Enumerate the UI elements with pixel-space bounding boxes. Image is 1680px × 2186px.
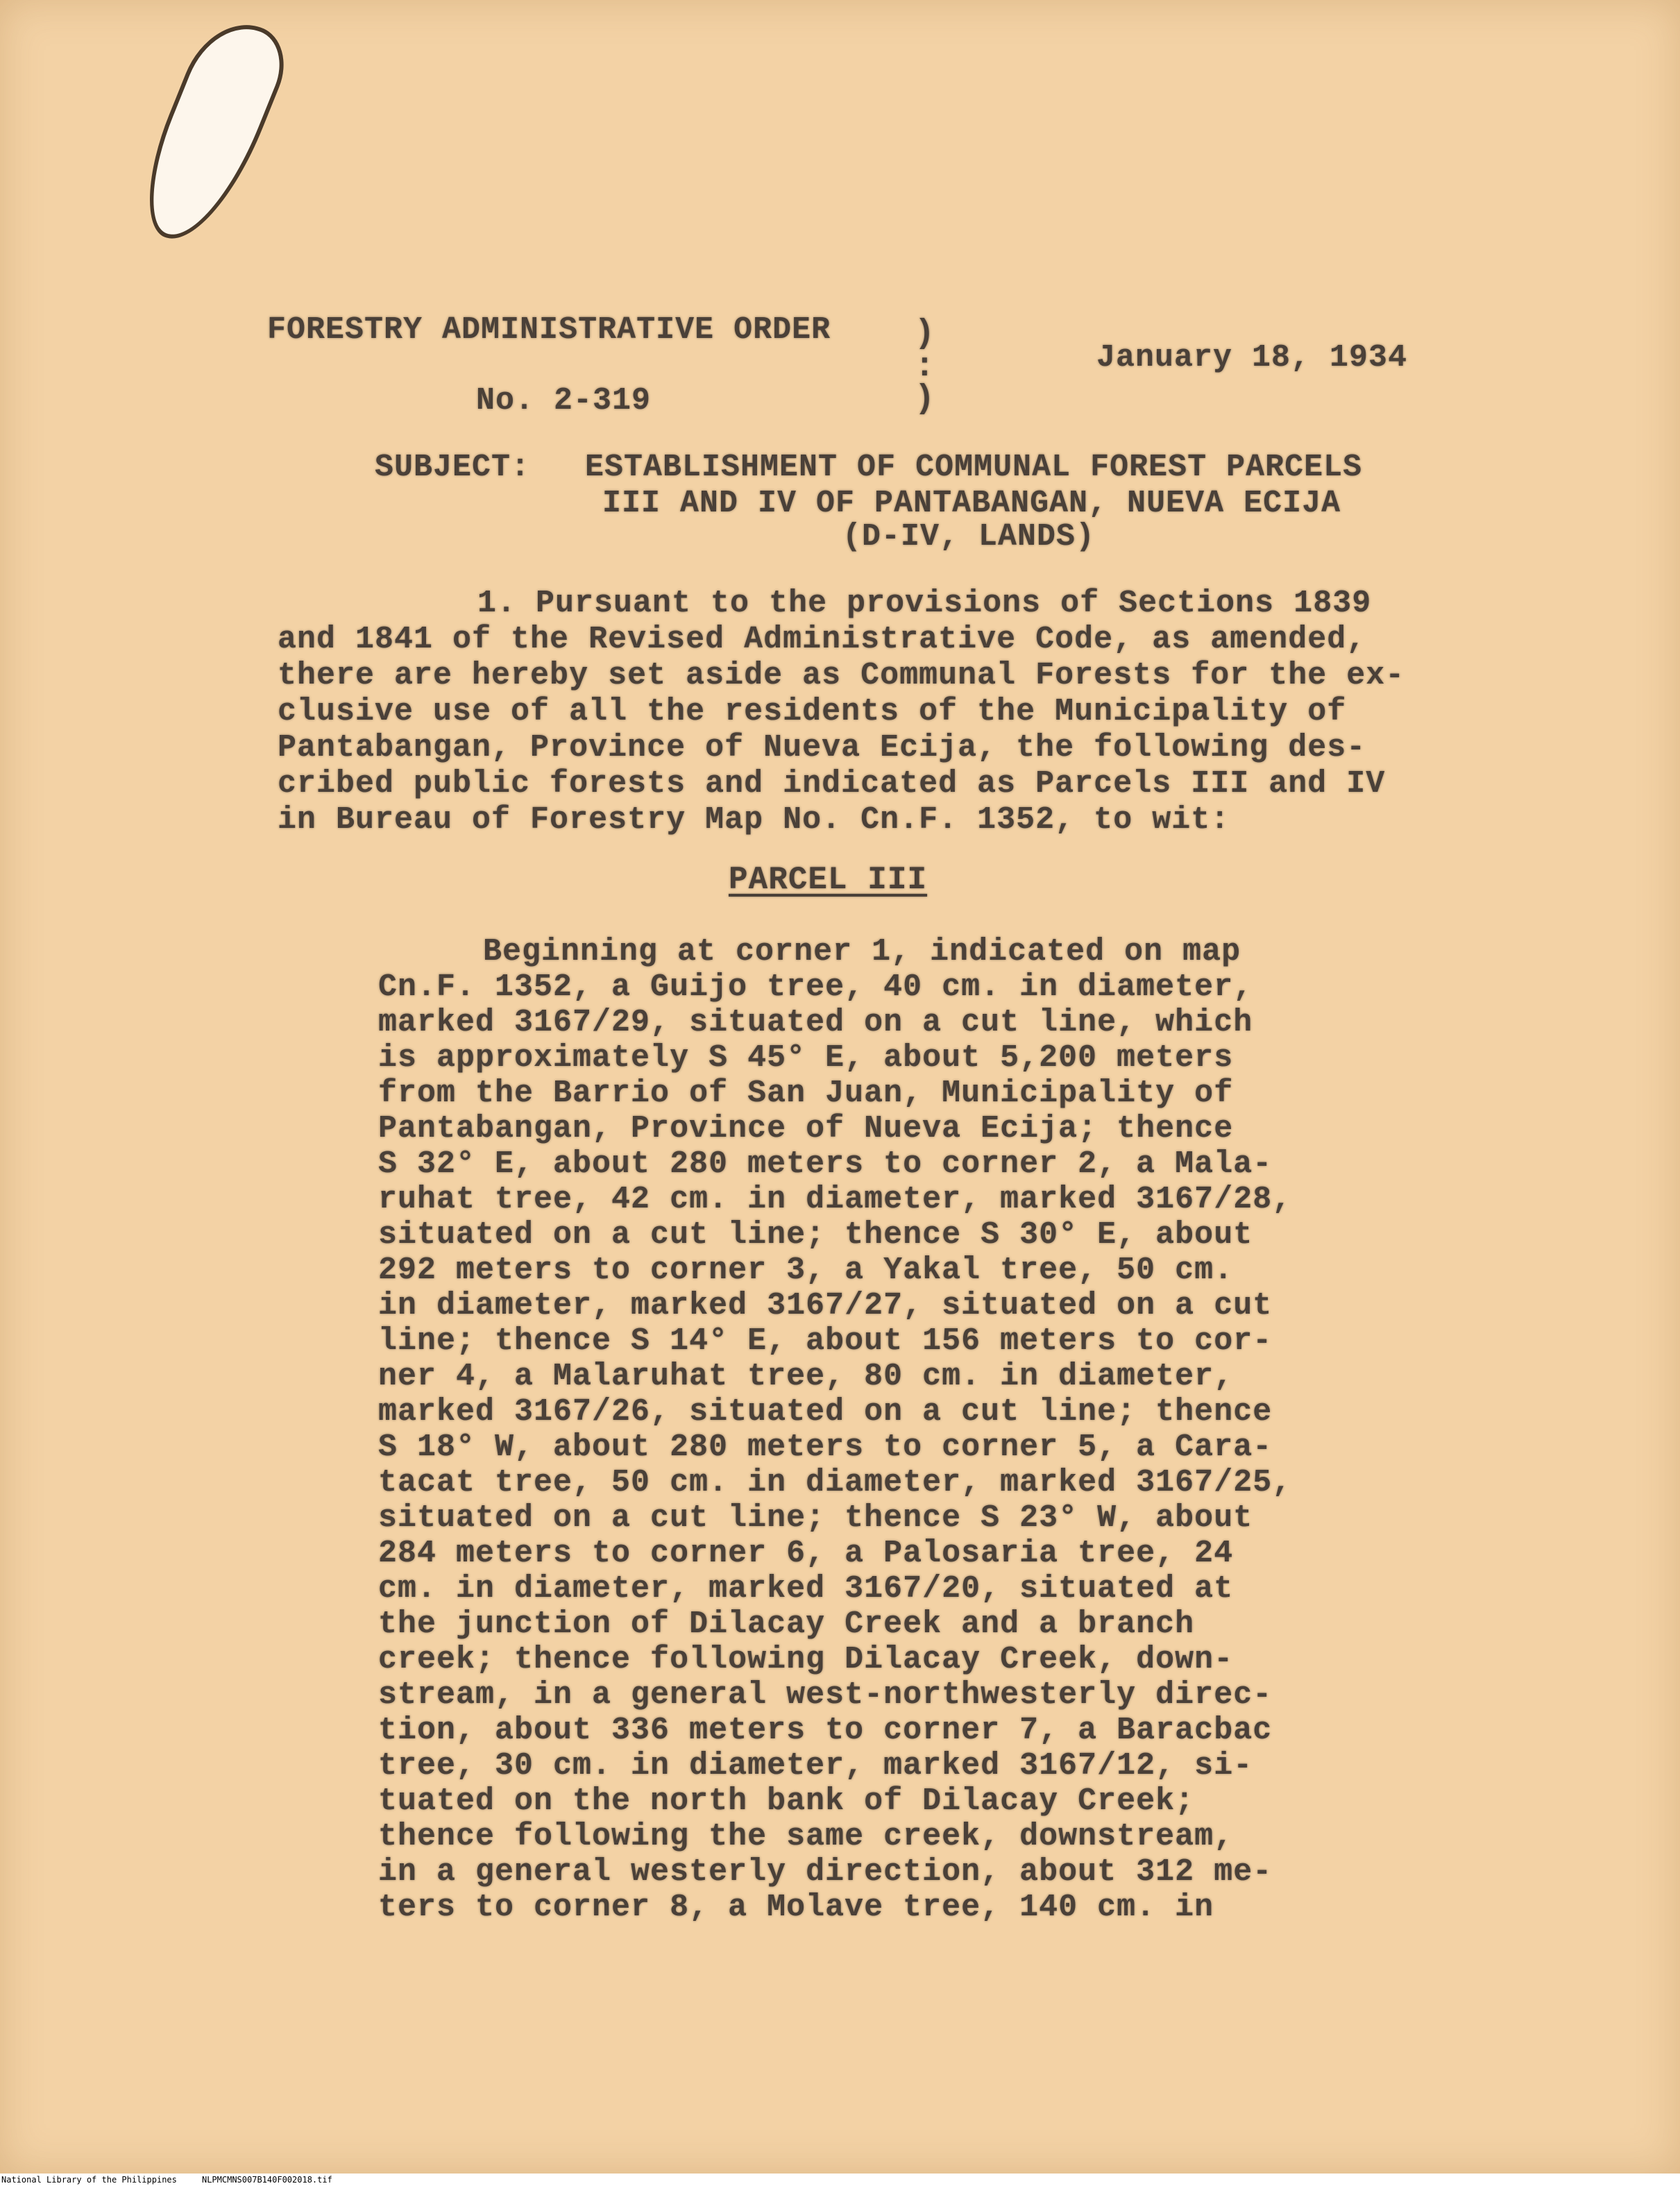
parcel-iii-line: situated on a cut line; thence S 23° W, about [378, 1500, 1253, 1536]
parcel-iii-line: in a general westerly direction, about 312 me- [378, 1854, 1273, 1890]
paragraph-1-line: clusive use of all the residents of the Municipality of [278, 694, 1347, 729]
parcel-iii-line: situated on a cut line; thence S 30° E, about [378, 1217, 1253, 1253]
subject-line-1: ESTABLISHMENT OF COMMUNAL FOREST PARCELS [585, 450, 1363, 485]
paragraph-1-line: there are hereby set aside as Communal Forests for the ex- [278, 658, 1405, 693]
separator-mark-2: : [915, 348, 935, 386]
archive-footer: National Library of the Philippines NLPMCMNS007B140F002018.tif [0, 2174, 1680, 2186]
order-title: FORESTRY ADMINISTRATIVE ORDER [267, 312, 831, 348]
parcel-iii-line: cm. in diameter, marked 3167/20, situated at [378, 1571, 1234, 1607]
parcel-iii-line: Cn.F. 1352, a Guijo tree, 40 cm. in diameter, [378, 969, 1253, 1005]
parcel-iii-line: the junction of Dilacay Creek and a branch [378, 1607, 1195, 1642]
parcel-iii-line: in diameter, marked 3167/27, situated on a cut [378, 1288, 1273, 1323]
parcel-iii-line: marked 3167/26, situated on a cut line; thence [378, 1394, 1273, 1430]
subject-line-3: (D-IV, LANDS) [842, 519, 1096, 554]
parcel-iii-line: is approximately S 45° E, about 5,200 meters [378, 1040, 1234, 1076]
subject-line-2: III AND IV OF PANTABANGAN, NUEVA ECIJA [602, 486, 1341, 521]
parcel-iii-line: creek; thence following Dilacay Creek, down- [378, 1642, 1234, 1677]
parcel-iii-line: thence following the same creek, downstream, [378, 1819, 1234, 1854]
paragraph-1-line: and 1841 of the Revised Administrative Code, as amended, [278, 622, 1366, 657]
parcel-iii-line: stream, in a general west-northwesterly direc- [378, 1677, 1273, 1713]
parcel-iii-line: S 32° E, about 280 meters to corner 2, a Mala- [378, 1146, 1273, 1182]
paragraph-1-line: Pantabangan, Province of Nueva Ecija, the following des- [278, 730, 1366, 765]
parcel-iii-line: ner 4, a Malaruhat tree, 80 cm. in diameter, [378, 1359, 1234, 1394]
parcel-iii-line: marked 3167/29, situated on a cut line, which [378, 1005, 1253, 1040]
parcel-iii-line: 292 meters to corner 3, a Yakal tree, 50 cm. [378, 1253, 1234, 1288]
parcel-iii-line: ters to corner 8, a Molave tree, 140 cm. in [378, 1890, 1214, 1925]
parcel-iii-line: Beginning at corner 1, indicated on map [483, 934, 1241, 969]
parcel-iii-line: Pantabangan, Province of Nueva Ecija; thence [378, 1111, 1234, 1146]
parcel-iii-line: S 18° W, about 280 meters to corner 5, a Cara- [378, 1430, 1273, 1465]
order-date: January 18, 1934 [1096, 340, 1408, 375]
parcel-iii-line: ruhat tree, 42 cm. in diameter, marked 3167/28, [378, 1182, 1292, 1217]
paragraph-1-line: in Bureau of Forestry Map No. Cn.F. 1352, to wit: [278, 802, 1230, 838]
order-number: No. 2-319 [476, 383, 652, 418]
parcel-iii-line: 284 meters to corner 6, a Palosaria tree, 24 [378, 1536, 1234, 1571]
parcel-iii-heading: PARCEL III [729, 862, 928, 898]
parcel-iii-line: tacat tree, 50 cm. in diameter, marked 3167/25, [378, 1465, 1292, 1500]
subject-label: SUBJECT: [375, 450, 531, 485]
parcel-iii-line: from the Barrio of San Juan, Municipality of [378, 1076, 1234, 1111]
paragraph-1-line: 1. Pursuant to the provisions of Sections 1839 [477, 586, 1372, 621]
parcel-iii-line: line; thence S 14° E, about 156 meters to cor- [378, 1323, 1273, 1359]
parcel-iii-line: tion, about 336 meters to corner 7, a Baracbac [378, 1713, 1273, 1748]
separator-mark-1: ) [915, 315, 935, 353]
paragraph-1-line: cribed public forests and indicated as Parcels III and IV [278, 766, 1386, 802]
parcel-iii-line: tree, 30 cm. in diameter, marked 3167/12, si- [378, 1748, 1253, 1783]
parcel-iii-line: tuated on the north bank of Dilacay Creek; [378, 1783, 1195, 1819]
torn-corner-damage [131, 13, 291, 251]
separator-mark-3: ) [915, 380, 935, 418]
